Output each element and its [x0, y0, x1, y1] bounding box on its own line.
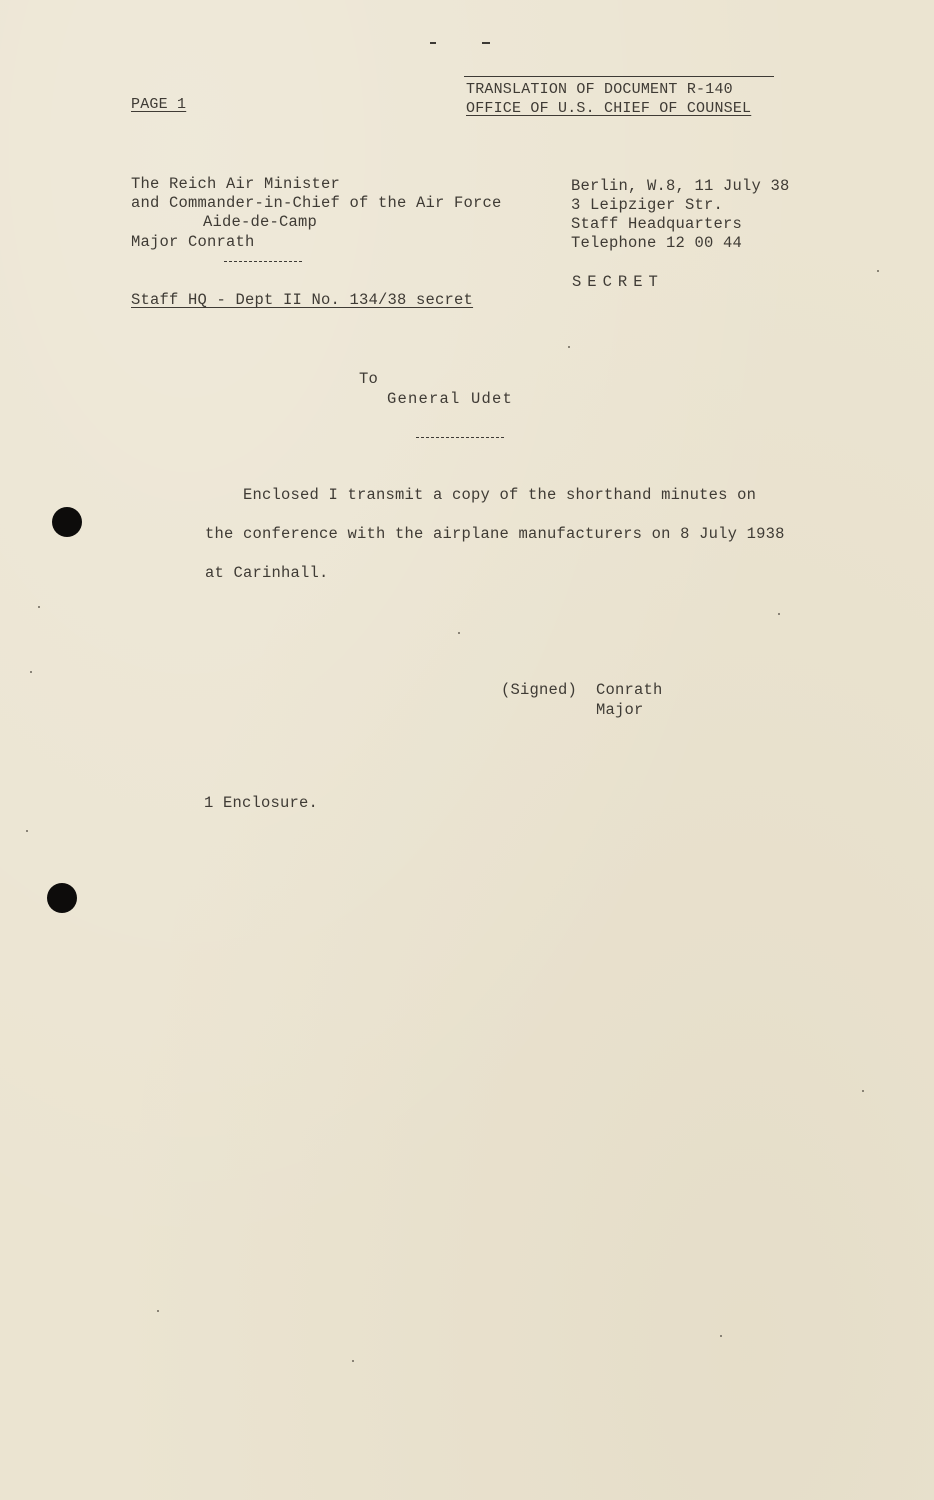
sender-line-1: The Reich Air Minister	[131, 175, 341, 193]
header-top-rule	[464, 76, 774, 77]
paper-speck	[26, 830, 28, 832]
address-line-4: Telephone 12 00 44	[571, 234, 743, 252]
signed-label: (Signed)	[501, 681, 578, 699]
paper-speck	[778, 613, 780, 615]
enclosure-note: 1 Enclosure.	[204, 794, 319, 812]
top-mark-right	[482, 42, 490, 44]
punch-hole-lower	[47, 883, 77, 913]
reference-number: Staff HQ - Dept II No. 134/38 secret	[131, 291, 474, 309]
page-label: PAGE 1	[131, 96, 187, 113]
signature-rank: Major	[596, 701, 644, 719]
address-line-3: Staff Headquarters	[571, 215, 743, 233]
sender-line-3: Aide-de-Camp	[203, 213, 318, 231]
sender-divider	[224, 261, 302, 262]
paper-speck	[38, 606, 40, 608]
address-line-2: 3 Leipziger Str.	[571, 196, 724, 214]
sender-line-4: Major Conrath	[131, 233, 255, 251]
body-line-1: Enclosed I transmit a copy of the shorthand minutes on	[243, 486, 757, 504]
paper-speck	[720, 1335, 722, 1337]
signature-name: Conrath	[596, 681, 663, 699]
address-line-1: Berlin, W.8, 11 July 38	[571, 177, 790, 195]
paper-speck	[458, 632, 460, 634]
paper-speck	[157, 1310, 159, 1312]
paper-speck	[352, 1360, 354, 1362]
classification-stamp: SECRET	[572, 273, 664, 291]
recipient-to: To	[359, 370, 379, 388]
paper-speck	[30, 671, 32, 673]
paper-speck	[862, 1090, 864, 1092]
paper-speck	[568, 346, 570, 348]
recipient-name: General Udet	[387, 390, 514, 408]
recipient-divider	[416, 437, 504, 438]
translation-line: TRANSLATION OF DOCUMENT R-140	[466, 81, 733, 98]
body-line-2: the conference with the airplane manufacturers on 8 July 1938	[205, 525, 785, 543]
body-line-3: at Carinhall.	[205, 564, 329, 582]
paper-speck	[877, 270, 879, 272]
punch-hole-upper	[52, 507, 82, 537]
office-line: OFFICE OF U.S. CHIEF OF COUNSEL	[466, 100, 752, 117]
sender-line-2: and Commander-in-Chief of the Air Force	[131, 194, 502, 212]
top-mark-left	[430, 42, 436, 44]
